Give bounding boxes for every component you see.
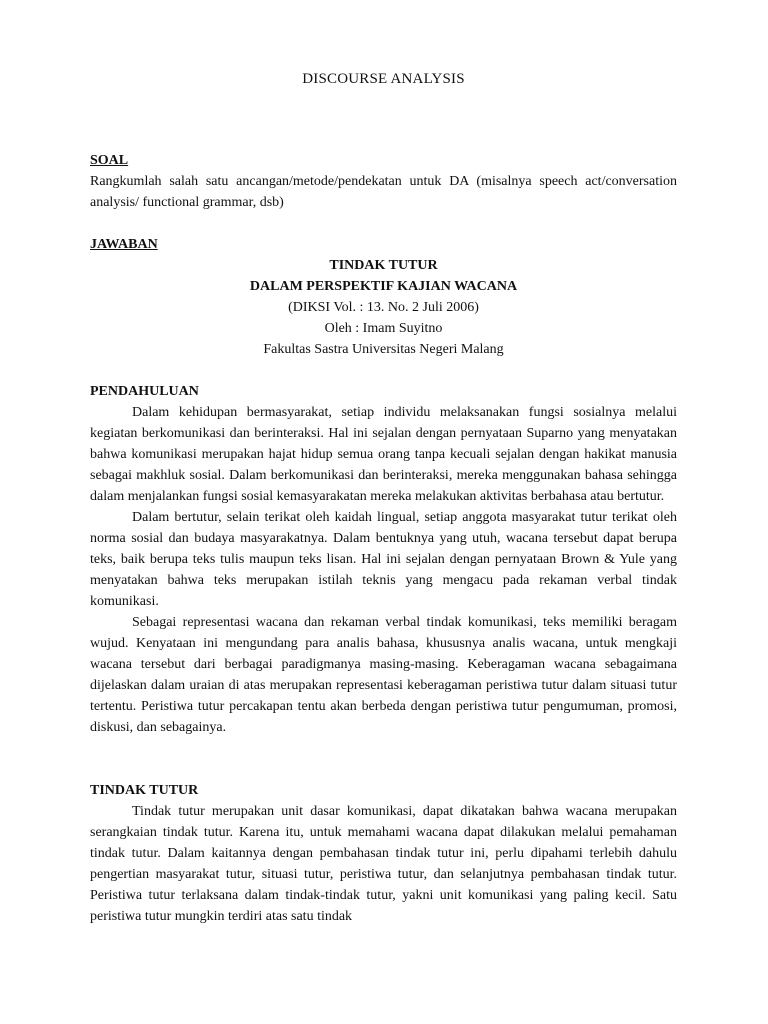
jawaban-heading: JAWABAN	[90, 237, 158, 252]
document-page	[90, 0, 677, 1024]
soal-text: Rangkumlah salah satu ancangan/metode/pendekatan untuk DA (misalnya speech act/conversation analysis/ functional grammar, dsb)	[90, 174, 677, 210]
article-affiliation: Fakultas Sastra Universitas Negeri Malang	[263, 342, 504, 357]
jawaban-section	[90, 234, 677, 360]
tindak-tutur-paragraph-1: Tindak tutur merupakan unit dasar komunikasi, dapat dikatakan bahwa wacana merupakan serangkaian tindak tutur. Karena itu, untuk memahami wacana dapat dilakukan melalui pemahaman tindak tutur. Dalam kaitannya dengan pembahasan tindak tutur ini, perlu dipahami terlebih dahulu pengertian masyarakat tutur, situasi tutur, peristiwa tutur, dan selanjutnya pembahasan tindak tutur. Peristiwa tutur terlaksana dalam tindak-tindak tutur, yakni unit komunikasi yang paling kecil. Satu peristiwa tutur mungkin terdiri atas satu tindak	[90, 804, 677, 924]
tindak-tutur-section	[90, 780, 677, 927]
pendahuluan-section	[90, 381, 677, 738]
pendahuluan-paragraph-3: Sebagai representasi wacana dan rekaman verbal tindak komunikasi, teks memiliki beragam wujud. Kenyataan ini mengundang para analis bahasa, khususnya analis wacana, untuk mengkaji wacana tersebut dari berbagai paradigmanya masing-masing. Keberagaman wacana sebagaimana dijelaskan dalam uraian di atas merupakan representasi keberagaman peristiwa tutur dalam situasi tutur tertentu. Peristiwa tutur percakapan tentu akan berbeda dengan peristiwa tutur pengumuman, promosi, diskusi, dan sebagainya.	[90, 615, 677, 735]
pendahuluan-heading: PENDAHULUAN	[90, 384, 199, 399]
pendahuluan-paragraph-2: Dalam bertutur, selain terikat oleh kaidah lingual, setiap anggota masyarakat tutur terikat oleh norma sosial dan budaya masyarakatnya. Dalam bentuknya yang utuh, wacana tersebut dapat berupa teks, baik berupa teks tulis maupun teks lisan. Hal ini sejalan dengan pernyataan Brown & Yule yang menyatakan bahwa teks merupakan istilah teknis yang mengacu pada rekaman verbal tindak komunikasi.	[90, 510, 677, 609]
document-title: DISCOURSE ANALYSIS	[302, 71, 465, 87]
article-author: Oleh : Imam Suyitno	[324, 321, 443, 336]
tindak-tutur-heading: TINDAK TUTUR	[90, 783, 199, 798]
article-source: (DIKSI Vol. : 13. No. 2 Juli 2006)	[288, 300, 479, 315]
soal-heading: SOAL	[90, 153, 129, 168]
article-title-line1: TINDAK TUTUR	[329, 258, 438, 273]
soal-section	[90, 150, 677, 213]
pendahuluan-paragraph-1: Dalam kehidupan bermasyarakat, setiap individu melaksanakan fungsi sosialnya melalui kegiatan berkomunikasi dan berinteraksi. Hal ini sejalan dengan pernyataan Suparno yang menyatakan bahwa komunikasi merupakan hajat hidup semua orang tanpa kecuali sejalan dengan hakikat manusia sebagai makhluk sosial. Dalam berkomunikasi dan berinteraksi, mereka menggunakan bahasa sehingga dalam menjalankan fungsi sosial kemasyarakatan mereka melakukan aktivitas berbahasa atau bertutur.	[90, 405, 677, 504]
article-title-line2: DALAM PERSPEKTIF KAJIAN WACANA	[249, 279, 518, 294]
